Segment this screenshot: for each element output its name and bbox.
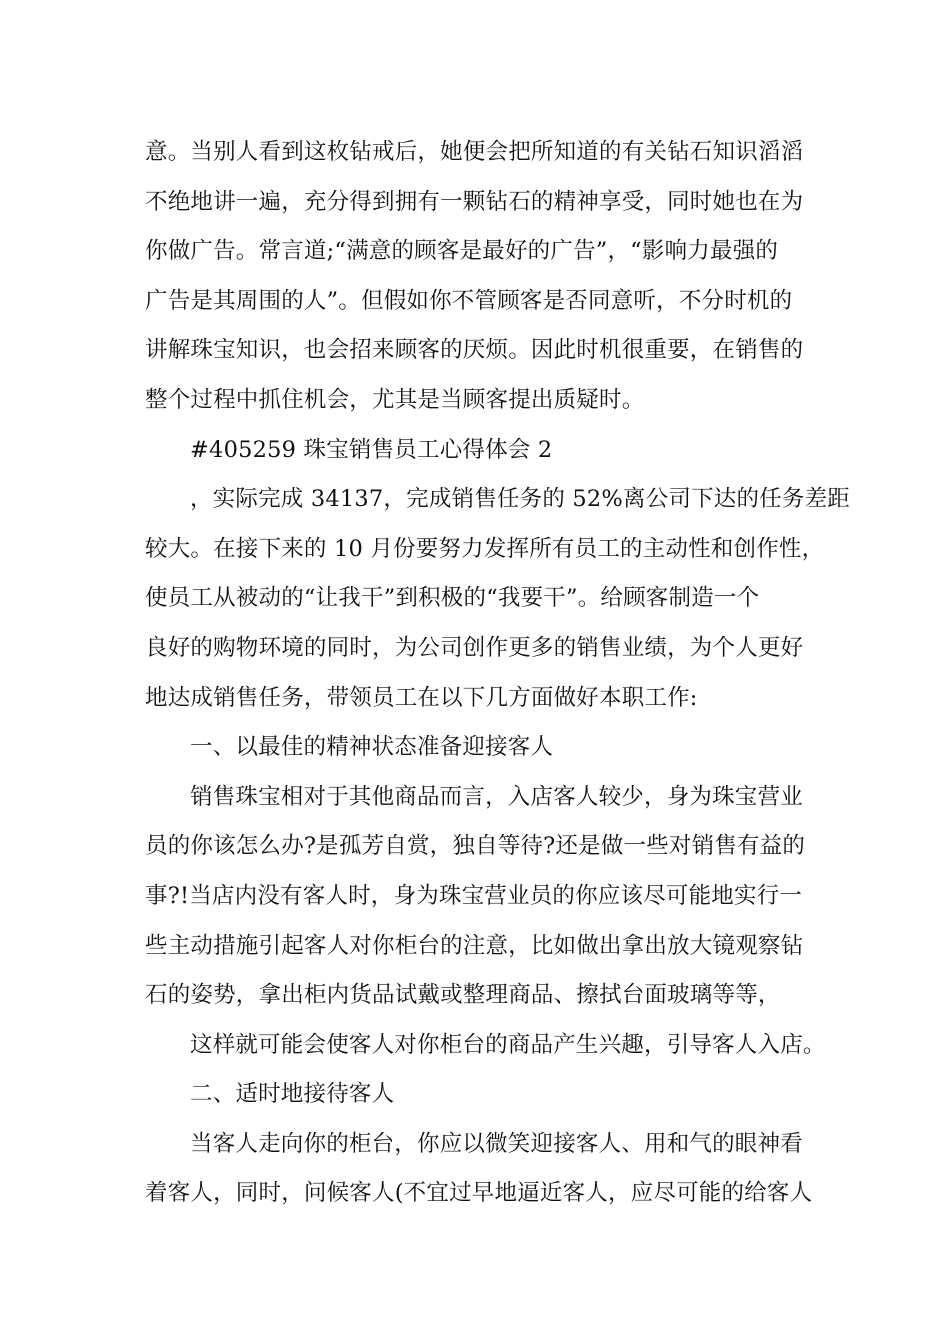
text-line: 整个过程中抓住机会，尤其是当顾客提出质疑时。 [145,386,645,413]
document-body [145,128,850,1219]
text-line: 你做广告。常言道;“满意的顾客是最好的广告”，“影响力最强的 [145,238,779,265]
text-line: 这样就可能会使客人对你柜台的商品产生兴趣，引导客人入店。 [190,1031,826,1058]
text-line: 石的姿势，拿出柜内货品试戴或整理商品、擦拭台面玻璃等等， [145,982,781,1009]
text-line: 员的你该怎么办?是孤芳自赏，独自等待?还是做一些对销售有益的 [145,833,806,860]
text-line: 意。当别人看到这枚钻戒后，她便会把所知道的有关钻石知识滔滔 [145,139,804,165]
text-line: 些主动措施引起客人对你柜台的注意，比如做出拿出放大镜观察钻 [145,932,804,959]
text-line: 着客人，同时，问候客人(不宜过早地逼近客人，应尽可能的给客人 [145,1180,813,1207]
text-line: #405259 珠宝销售员工心得体会 2 [190,436,553,463]
text-line: 二、适时地接待客人 [190,1081,395,1108]
text-line: 销售珠宝相对于其他商品而言，入店客人较少，身为珠宝营业 [190,783,803,810]
text-line: ，实际完成 34137，完成销售任务的 52%离公司下达的任务差距 [190,486,850,513]
text-line: 一、以最佳的精神状态准备迎接客人 [190,734,554,761]
text-line: 讲解珠宝知识，也会招来顾客的厌烦。因此时机很重要，在销售的 [145,337,804,364]
text-line: 地达成销售任务，带领员工在以下几方面做好本职工作: [145,684,698,711]
text-line: 使员工从被动的“让我干”到积极的“我要干”。给顾客制造一个 [145,585,760,612]
text-line: 事?!当店内没有客人时，身为珠宝营业员的你应该尽可能地实行一 [145,882,803,909]
text-line: 较大。在接下来的 10 月份要努力发挥所有员工的主动性和创作性， [145,535,825,562]
text-line: 不绝地讲一遍，充分得到拥有一颗钻石的精神享受，同时她也在为 [145,188,804,215]
text-line: 当客人走向你的柜台，你应以微笑迎接客人、用和气的眼神看 [190,1130,803,1157]
text-line: 良好的购物环境的同时，为公司创作更多的销售业绩，为个人更好 [145,634,804,661]
text-line: 广告是其周围的人”。但假如你不管顾客是否同意听，不分时机的 [145,287,793,314]
